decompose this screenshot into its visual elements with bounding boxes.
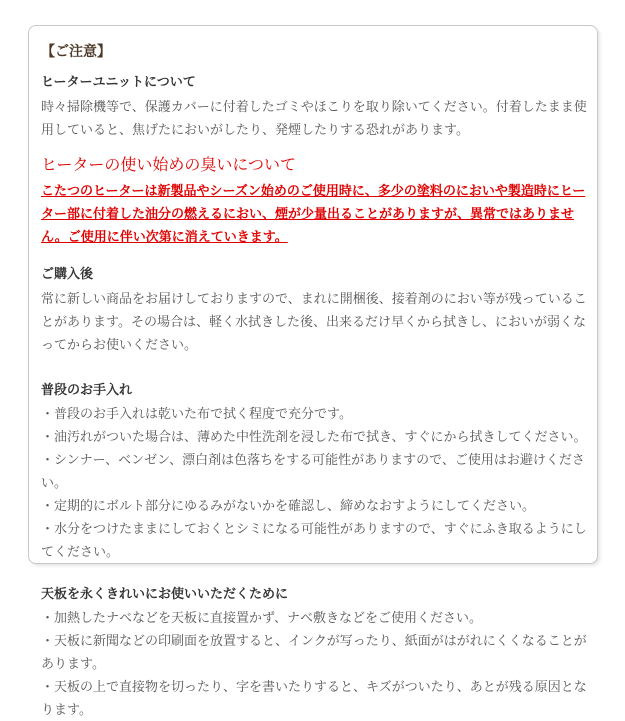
section-heading: 普段のお手入れ (41, 382, 133, 397)
notice-title: 【ご注意】 (41, 43, 111, 59)
section-heater-unit (41, 73, 587, 141)
section-heading: ご購入後 (41, 266, 94, 281)
section-paragraph: 時々掃除機等で、保護カバーに付着したゴミやほこりを取り除いてください。付着したまま使用していると、焦げたにおいがしたり、発煙したりする恐れがあります。 (41, 99, 587, 137)
bullet-item: ・水分をつけたままにしておくとシミになる可能性がありますので、すぐにふき取るようにしてください。 (41, 521, 587, 559)
section-first-use-smell (41, 155, 587, 248)
bullet-item: ・シンナー、ベンゼン、漂白剤は色落ちをする可能性がありますので、ご使用はお避けください。 (41, 452, 585, 490)
section-heading: 天板を永くきれいにお使いいただくために (41, 586, 289, 601)
section-daily-care (41, 381, 587, 563)
bullet-item: ・定期的にボルト部分にゆるみがないかを確認し、締めなおすようにしてください。 (41, 498, 536, 513)
notice-box (28, 25, 598, 717)
section-heading: ヒーターユニットについて (41, 74, 196, 89)
bullet-item: ・油汚れがついた場合は、薄めた中性洗剤を浸した布で拭き、すぐにから拭きしてください。 (41, 429, 587, 444)
section-paragraph: 常に新しい商品をお届けしておりますので、まれに開梱後、接着剤のにおい等が残っていることがあります。その場合は、軽く水拭きした後、出来るだけ早くから拭きし、においが弱くなってからお使いください。 (41, 291, 587, 352)
section-paragraph-red: こたつのヒーターは新製品やシーズン始めのご使用時に、多少の塗料のにおいや製造時にヒーター部に付着した油分の燃えるにおい、煙が少量出ることがありますが、異常ではありません。ご使用に伴い次第に消えていきます。 (41, 183, 586, 244)
bullet-item: ・普段のお手入れは乾いた布で拭く程度で充分です。 (41, 406, 352, 421)
section-tabletop-care (41, 585, 587, 721)
bullet-list (41, 606, 587, 721)
bullet-item: ・天板の上で直接物を切ったり、字を書いたりすると、キズがついたり、あとが残る原因となります。 (41, 679, 587, 717)
bullet-item: ・加熱したナベなどを天板に直接置かず、ナベ敷きなどをご使用ください。 (41, 610, 482, 625)
bullet-item: ・天板に新聞などの印刷面を放置すると、インクが写ったり、紙面がはがれにくくなることがあります。 (41, 633, 587, 671)
section-heading-red: ヒーターの使い始めの臭いについて (41, 157, 297, 174)
section-after-purchase (41, 265, 587, 356)
bullet-list (41, 402, 587, 563)
